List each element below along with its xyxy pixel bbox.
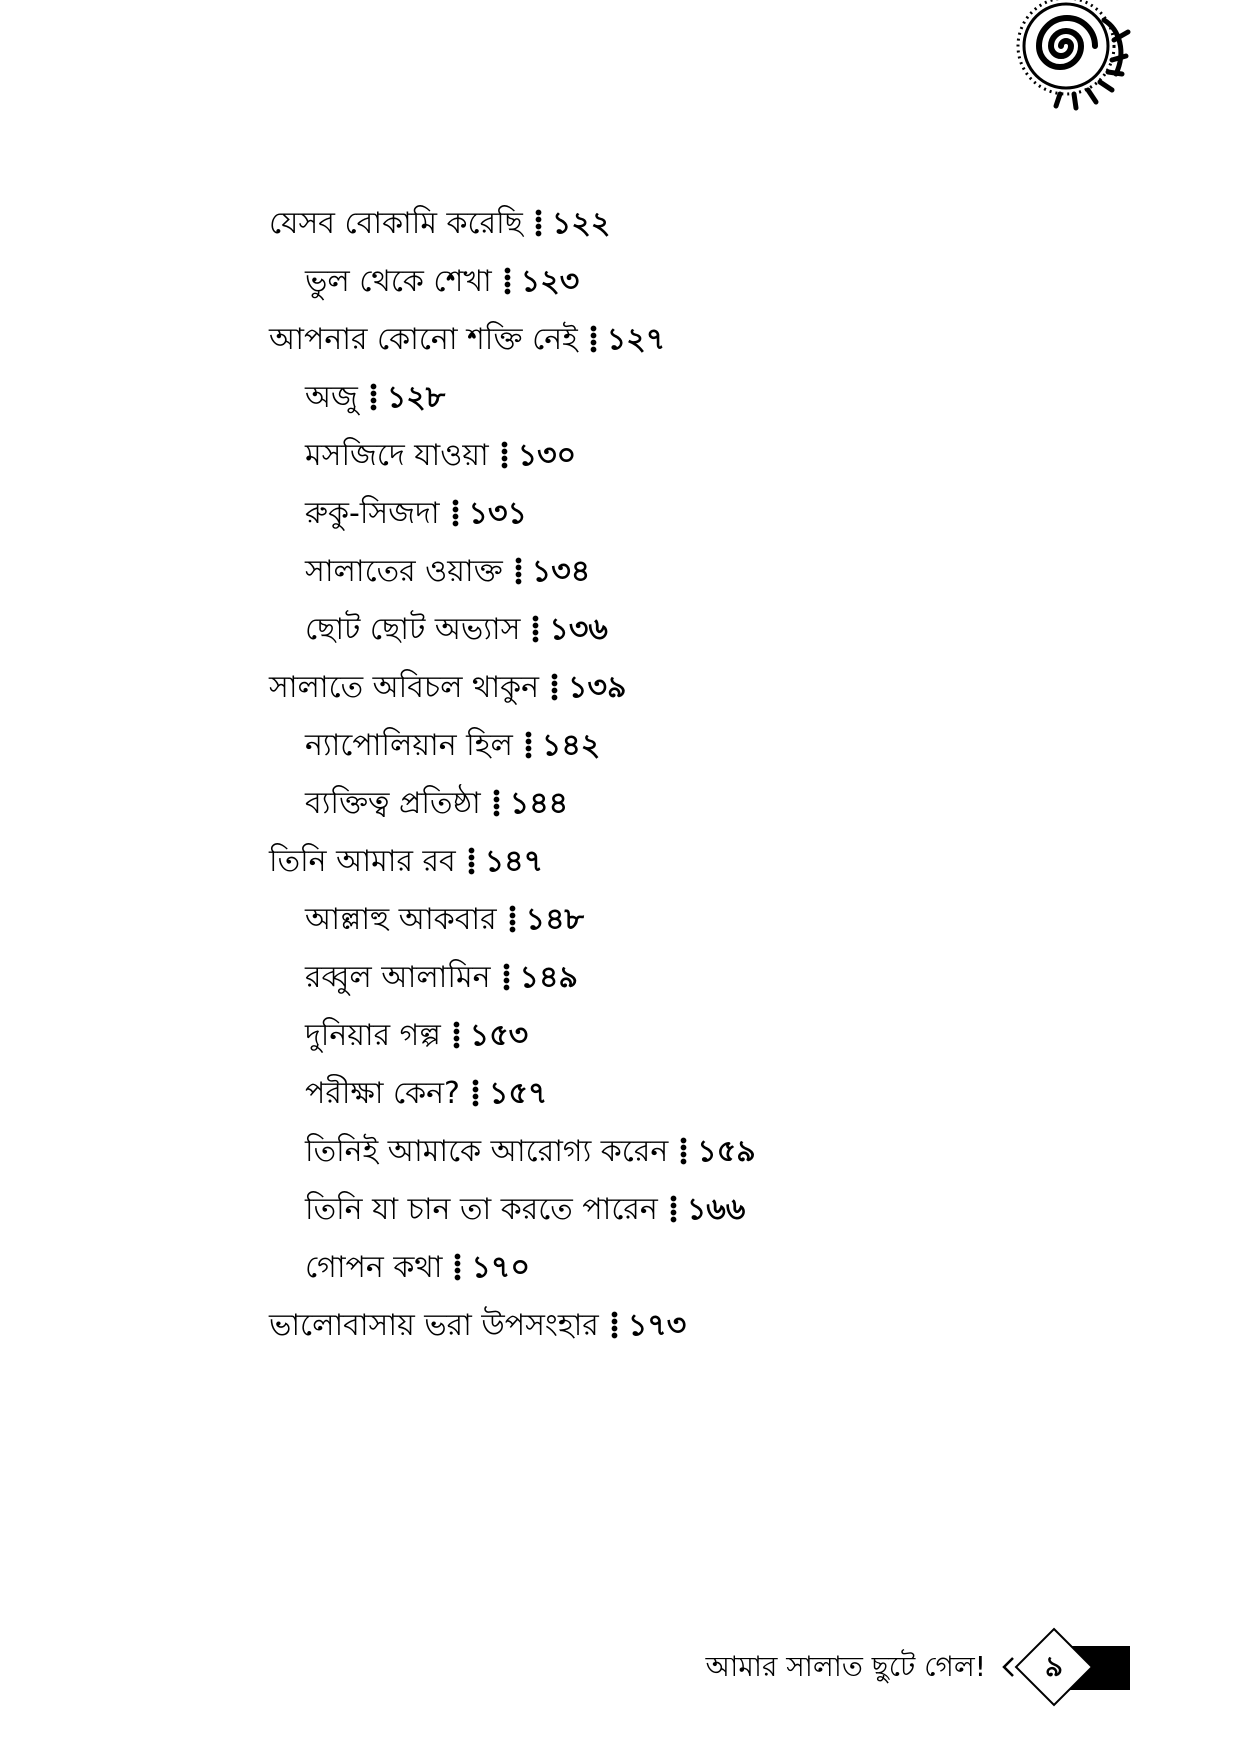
toc-subsection xyxy=(269,543,756,601)
toc-subsection-title: ভুল থেকে শেখা xyxy=(305,264,492,299)
toc-chapter-title: আপনার কোনো শক্তি নেই xyxy=(269,322,578,357)
toc-page-number: ১২৩ xyxy=(520,264,580,299)
toc-subsection xyxy=(269,253,756,311)
toc-subsection xyxy=(269,775,756,833)
toc-subsection-title: মসজিদে যাওয়া xyxy=(305,438,489,473)
toc-subsection-title: তিনি যা চান তা করতে পারেন xyxy=(305,1192,658,1227)
vertical-dots-icon xyxy=(509,905,516,933)
toc-page-number: ১৩৪ xyxy=(531,554,591,589)
toc-page-number: ১৩৬ xyxy=(549,612,608,647)
toc-page-number: ১৪৭ xyxy=(484,844,544,879)
toc-chapter xyxy=(269,659,756,717)
vertical-dots-icon xyxy=(468,847,475,875)
toc-subsection xyxy=(269,949,756,1007)
vertical-dots-icon xyxy=(551,673,558,701)
toc-page-number: ১৫৩ xyxy=(469,1018,529,1053)
toc-page-number: ১৬৬ xyxy=(686,1192,746,1227)
toc-subsection xyxy=(269,1065,756,1123)
toc-chapter-title: তিনি আমার রব xyxy=(269,844,456,879)
vertical-dots-icon xyxy=(453,1021,460,1049)
vertical-dots-icon xyxy=(454,1253,461,1281)
swirl-ornament-icon xyxy=(1008,0,1134,112)
toc-subsection-title: রুকু-সিজদা xyxy=(305,496,440,531)
toc-page-number: ১৭৩ xyxy=(627,1308,687,1343)
toc-subsection-title: তিনিই আমাকে আরোগ্য করেন xyxy=(305,1134,669,1169)
vertical-dots-icon xyxy=(370,383,377,411)
toc-subsection xyxy=(269,891,756,949)
toc-page-number: ১৩০ xyxy=(517,438,577,473)
toc-subsection-title: সালাতের ওয়াক্ত xyxy=(305,554,503,589)
vertical-dots-icon xyxy=(532,615,539,643)
toc-subsection xyxy=(269,369,756,427)
toc-subsection xyxy=(269,427,756,485)
toc-subsection xyxy=(269,601,756,659)
toc-subsection xyxy=(269,717,756,775)
running-book-title: আমার সালাত ছুটে গেল! xyxy=(705,1650,986,1683)
toc-subsection xyxy=(269,1007,756,1065)
toc-subsection-title: ব্যক্তিত্ব প্রতিষ্ঠা xyxy=(305,786,481,821)
vertical-dots-icon xyxy=(535,209,542,237)
toc-page-number: ১৩৯ xyxy=(568,670,627,705)
vertical-dots-icon xyxy=(452,499,459,527)
toc-subsection xyxy=(269,1239,756,1297)
toc-page-number: ১৭০ xyxy=(471,1250,530,1285)
toc-chapter xyxy=(269,311,756,369)
vertical-dots-icon xyxy=(611,1311,618,1339)
vertical-dots-icon xyxy=(590,325,597,353)
toc-subsection-title: অজু xyxy=(305,380,358,415)
vertical-dots-icon xyxy=(670,1195,677,1223)
vertical-dots-icon xyxy=(501,441,508,469)
vertical-dots-icon xyxy=(472,1079,479,1107)
toc-subsection-title: আল্লাহু আকবার xyxy=(305,902,497,937)
toc-subsection xyxy=(269,1181,756,1239)
toc-page-number: ১৫৯ xyxy=(697,1134,756,1169)
toc-chapter xyxy=(269,195,756,253)
toc-page-number: ১৫৭ xyxy=(488,1076,548,1111)
toc-page-number: ১৪৪ xyxy=(509,786,569,821)
toc-chapter xyxy=(269,1297,756,1355)
toc-subsection-title: ছোট ছোট অভ্যাস xyxy=(305,612,521,647)
toc-subsection-title: রব্বুল আলামিন xyxy=(305,960,491,995)
toc-chapter-title: ভালোবাসায় ভরা উপসংহার xyxy=(269,1308,599,1343)
toc-subsection-title: ন্যাপোলিয়ান হিল xyxy=(305,728,513,763)
toc-chapter xyxy=(269,833,756,891)
table-of-contents xyxy=(269,195,756,1355)
vertical-dots-icon xyxy=(680,1137,687,1165)
vertical-dots-icon xyxy=(504,267,511,295)
toc-subsection-title: গোপন কথা xyxy=(305,1250,443,1285)
toc-chapter-title: যেসব বোকামি করেছি xyxy=(269,206,523,241)
toc-subsection-title: দুনিয়ার গল্প xyxy=(305,1018,441,1053)
toc-page-number: ১৩১ xyxy=(468,496,527,531)
toc-page-number: ১৪৮ xyxy=(525,902,585,937)
toc-page-number: ১২৭ xyxy=(606,322,666,357)
vertical-dots-icon xyxy=(515,557,522,585)
toc-subsection-title: পরীক্ষা কেন? xyxy=(305,1076,460,1111)
toc-chapter-title: সালাতে অবিচল থাকুন xyxy=(269,670,540,705)
toc-page-number: ১৪৯ xyxy=(519,960,578,995)
toc-subsection xyxy=(269,485,756,543)
toc-page-number: ১২৮ xyxy=(386,380,446,415)
toc-page-number: ১২২ xyxy=(551,206,611,241)
toc-page-number: ১৪২ xyxy=(541,728,601,763)
page-number: ৯ xyxy=(1044,1650,1064,1683)
toc-subsection xyxy=(269,1123,756,1181)
vertical-dots-icon xyxy=(503,963,510,991)
vertical-dots-icon xyxy=(525,731,532,759)
vertical-dots-icon xyxy=(493,789,500,817)
